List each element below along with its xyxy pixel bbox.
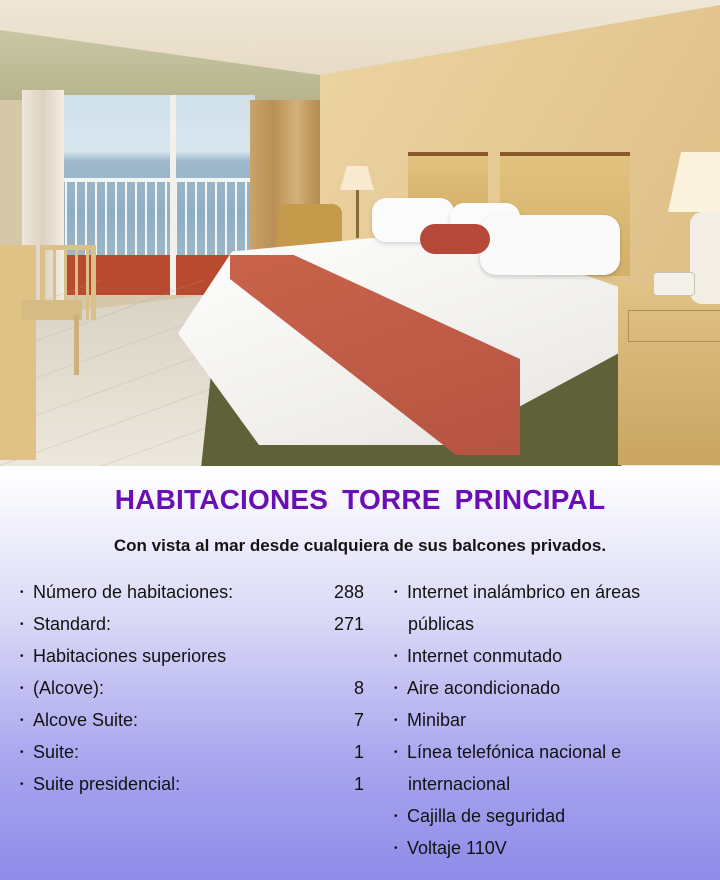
list-item-value: 288: [333, 582, 364, 602]
list-item: [20, 704, 366, 736]
list-item-label: Suite:: [33, 742, 80, 762]
bullet-icon: •: [20, 715, 24, 727]
list-item-label: Aire acondicionado: [407, 678, 561, 698]
chair-leg: [74, 315, 79, 375]
list-item: [20, 608, 366, 640]
list-item: [394, 800, 720, 832]
list-item-label: (Alcove):: [33, 678, 105, 698]
list-item-label: Internet conmutado: [407, 646, 563, 666]
bullet-icon: •: [20, 747, 24, 759]
list-item-value: 1: [353, 742, 364, 762]
list-item-label: Línea telefónica nacional e: [407, 742, 622, 762]
desk: [0, 245, 36, 460]
bullet-icon: •: [20, 587, 24, 599]
bullet-icon: •: [20, 651, 24, 663]
list-item-label: Internet inalámbrico en áreas: [407, 582, 641, 602]
list-item-label: Standard:: [33, 614, 112, 634]
list-item-value: 271: [333, 614, 364, 634]
list-item: [20, 768, 366, 800]
page-title: HABITACIONES TORRE PRINCIPAL: [114, 484, 606, 515]
room-count-list: [20, 576, 366, 800]
pillow: [480, 215, 620, 275]
list-item-continuation: [394, 608, 720, 640]
list-item-label: Número de habitaciones:: [33, 582, 234, 602]
bullet-icon: •: [20, 619, 24, 631]
bullet-icon: •: [394, 587, 398, 599]
floor-lamp-pole: [356, 190, 359, 238]
bullet-icon: •: [20, 779, 24, 791]
bullet-icon: •: [394, 651, 398, 663]
list-item-continuation: [394, 768, 720, 800]
page-subtitle: Con vista al mar desde cualquiera de sus balcones privados.: [113, 536, 607, 555]
telephone-icon: [653, 272, 695, 296]
bullet-icon: •: [394, 715, 398, 727]
list-item-label: internacional: [408, 774, 511, 794]
list-item-value: 1: [353, 774, 364, 794]
list-item: [394, 672, 720, 704]
chair-seat: [22, 300, 82, 320]
list-item-label: públicas: [408, 614, 475, 634]
bullet-icon: •: [20, 683, 24, 695]
list-item-label: Cajilla de seguridad: [407, 806, 566, 826]
list-item-label: Suite presidencial:: [33, 774, 181, 794]
bullet-icon: •: [394, 683, 398, 695]
window-frame: [170, 95, 176, 295]
list-item-label: Alcove Suite:: [33, 710, 139, 730]
amenities-list: [394, 576, 720, 864]
nightstand-drawer: [628, 310, 720, 342]
list-item: [20, 576, 366, 608]
bolster-pillow: [420, 224, 490, 254]
list-item-value: 8: [353, 678, 364, 698]
bullet-icon: •: [394, 747, 398, 759]
list-item: [394, 704, 720, 736]
bullet-icon: •: [394, 843, 398, 855]
list-item: [20, 736, 366, 768]
list-item-label: Voltaje 110V: [407, 838, 507, 858]
list-item: [394, 736, 720, 768]
list-item-value: 7: [353, 710, 364, 730]
list-item: [394, 576, 720, 608]
list-item: [20, 640, 366, 672]
list-item: [394, 640, 720, 672]
list-item-label: Habitaciones superiores: [33, 646, 227, 666]
list-item-label: Minibar: [407, 710, 467, 730]
bullet-icon: •: [394, 811, 398, 823]
list-item: [20, 672, 366, 704]
list-item: [394, 832, 720, 864]
